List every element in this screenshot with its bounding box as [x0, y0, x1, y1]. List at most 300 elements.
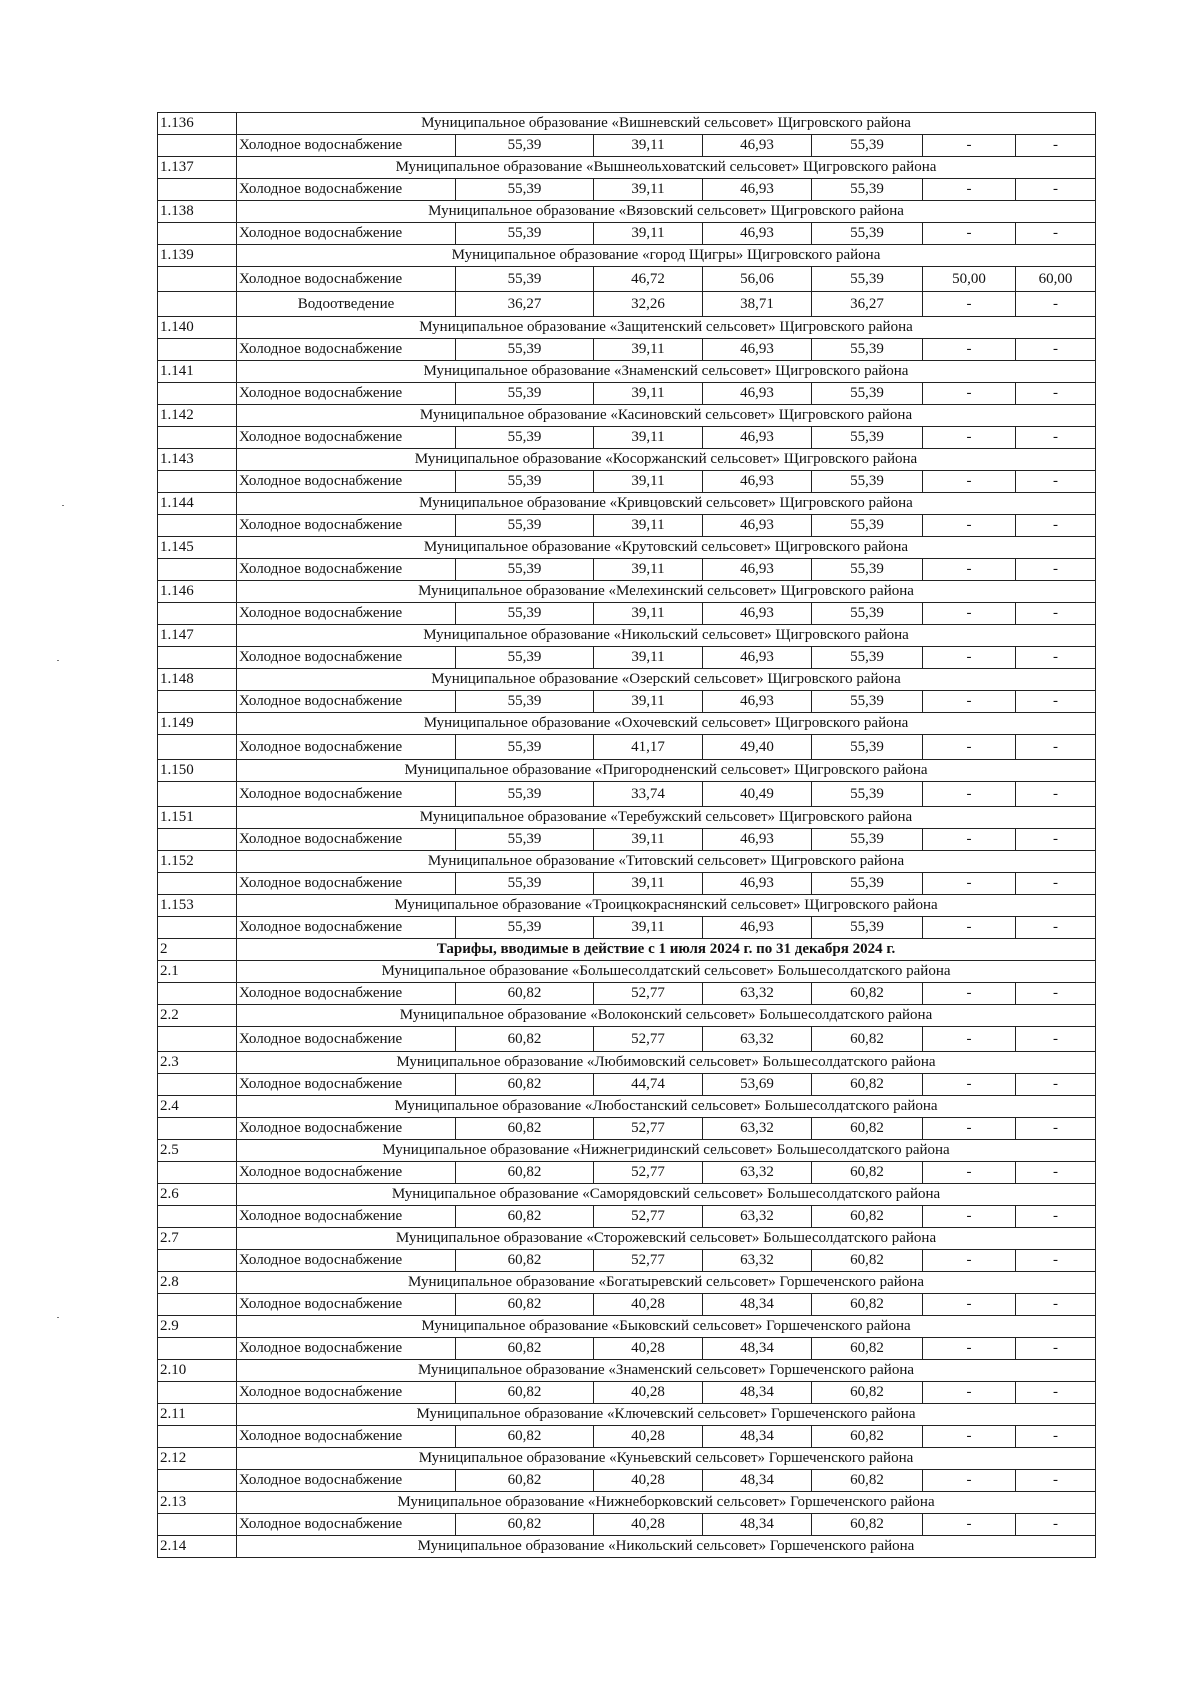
tariff-value-6: -: [1016, 829, 1096, 851]
tariff-value-6: -: [1016, 179, 1096, 201]
tariff-value-4: 55,39: [812, 179, 923, 201]
item-number: 1.138: [158, 201, 237, 223]
service-name: Холодное водоснабжение: [237, 267, 456, 292]
tariff-value-1: 55,39: [456, 603, 594, 625]
tariff-value-3: 46,93: [703, 135, 812, 157]
tariff-value-3: 48,34: [703, 1514, 812, 1536]
block-header-row: [158, 581, 1096, 603]
item-number: 2.1: [158, 961, 237, 983]
tariff-value-6: -: [1016, 383, 1096, 405]
tariff-value-2: 44,74: [594, 1074, 703, 1096]
tariff-value-6: -: [1016, 782, 1096, 807]
item-number: 2.6: [158, 1184, 237, 1206]
tariff-row: [158, 647, 1096, 669]
tariff-value-6: -: [1016, 339, 1096, 361]
item-number: 2.9: [158, 1316, 237, 1338]
service-name: Холодное водоснабжение: [237, 1338, 456, 1360]
service-name: Холодное водоснабжение: [237, 691, 456, 713]
municipality-title: Муниципальное образование «Защитенский сельсовет» Щигровского района: [237, 317, 1096, 339]
block-header-row: [158, 1448, 1096, 1470]
municipality-title: Муниципальное образование «Никольский сельсовет» Щигровского района: [237, 625, 1096, 647]
tariff-value-5: -: [923, 1250, 1016, 1272]
tariff-row: [158, 223, 1096, 245]
municipality-title: Муниципальное образование «Крутовский сельсовет» Щигровского района: [237, 537, 1096, 559]
tariff-value-6: -: [1016, 1118, 1096, 1140]
empty-number-cell: [158, 339, 237, 361]
tariff-value-6: -: [1016, 1294, 1096, 1316]
municipality-title: Муниципальное образование «Сторожевский сельсовет» Большесолдатского района: [237, 1228, 1096, 1250]
empty-number-cell: [158, 1470, 237, 1492]
block-header-row: [158, 939, 1096, 961]
service-name: Холодное водоснабжение: [237, 559, 456, 581]
municipality-title: Муниципальное образование «Волоконский сельсовет» Большесолдатского района: [237, 1005, 1096, 1027]
tariff-value-1: 55,39: [456, 339, 594, 361]
municipality-title: Муниципальное образование «Титовский сельсовет» Щигровского района: [237, 851, 1096, 873]
tariff-value-5: -: [923, 782, 1016, 807]
tariff-value-5: -: [923, 471, 1016, 493]
service-name: Холодное водоснабжение: [237, 647, 456, 669]
tariff-row: [158, 1118, 1096, 1140]
municipality-title: Муниципальное образование «Охочевский сельсовет» Щигровского района: [237, 713, 1096, 735]
tariff-value-5: -: [923, 647, 1016, 669]
tariff-value-1: 55,39: [456, 917, 594, 939]
tariff-value-5: -: [923, 292, 1016, 317]
tariff-value-4: 36,27: [812, 292, 923, 317]
municipality-title: Муниципальное образование «Вязовский сельсовет» Щигровского района: [237, 201, 1096, 223]
item-number: 2.5: [158, 1140, 237, 1162]
tariff-value-4: 55,39: [812, 515, 923, 537]
tariff-value-5: -: [923, 603, 1016, 625]
item-number: 1.153: [158, 895, 237, 917]
tariff-value-1: 60,82: [456, 1294, 594, 1316]
tariff-value-1: 55,39: [456, 179, 594, 201]
tariff-value-2: 52,77: [594, 1118, 703, 1140]
tariff-value-3: 46,93: [703, 647, 812, 669]
empty-number-cell: [158, 1118, 237, 1140]
empty-number-cell: [158, 1426, 237, 1448]
block-header-row: [158, 201, 1096, 223]
block-header-row: [158, 1184, 1096, 1206]
tariff-value-4: 55,39: [812, 383, 923, 405]
item-number: 1.151: [158, 807, 237, 829]
tariff-value-6: -: [1016, 1027, 1096, 1052]
tariff-value-3: 53,69: [703, 1074, 812, 1096]
block-header-row: [158, 1272, 1096, 1294]
block-header-row: [158, 851, 1096, 873]
tariff-value-2: 40,28: [594, 1426, 703, 1448]
item-number: 2.11: [158, 1404, 237, 1426]
service-name: Холодное водоснабжение: [237, 983, 456, 1005]
block-header-row: [158, 1140, 1096, 1162]
block-header-row: [158, 361, 1096, 383]
block-header-row: [158, 625, 1096, 647]
tariff-value-2: 39,11: [594, 339, 703, 361]
tariff-value-5: -: [923, 829, 1016, 851]
empty-number-cell: [158, 1338, 237, 1360]
tariff-value-4: 55,39: [812, 873, 923, 895]
tariff-value-4: 60,82: [812, 1027, 923, 1052]
municipality-title: Муниципальное образование «Вишневский сельсовет» Щигровского района: [237, 113, 1096, 135]
tariff-value-3: 56,06: [703, 267, 812, 292]
tariff-value-2: 52,77: [594, 983, 703, 1005]
item-number: 2.12: [158, 1448, 237, 1470]
tariff-value-3: 63,32: [703, 1027, 812, 1052]
tariff-value-1: 60,82: [456, 1027, 594, 1052]
service-name: Холодное водоснабжение: [237, 515, 456, 537]
municipality-title: Муниципальное образование «Любимовский сельсовет» Большесолдатского района: [237, 1052, 1096, 1074]
tariff-value-5: -: [923, 559, 1016, 581]
tariff-value-3: 40,49: [703, 782, 812, 807]
empty-number-cell: [158, 267, 237, 292]
tariff-value-6: -: [1016, 427, 1096, 449]
tariff-value-2: 39,11: [594, 917, 703, 939]
tariff-row: [158, 983, 1096, 1005]
empty-number-cell: [158, 1206, 237, 1228]
municipality-title: Муниципальное образование «Любостанский сельсовет» Большесолдатского района: [237, 1096, 1096, 1118]
tariff-value-1: 55,39: [456, 135, 594, 157]
tariff-value-6: -: [1016, 1162, 1096, 1184]
tariff-value-2: 40,28: [594, 1294, 703, 1316]
block-header-row: [158, 1536, 1096, 1558]
tariff-value-2: 39,11: [594, 135, 703, 157]
service-name: Холодное водоснабжение: [237, 735, 456, 760]
block-header-row: [158, 1404, 1096, 1426]
service-name: Холодное водоснабжение: [237, 471, 456, 493]
tariff-value-4: 55,39: [812, 223, 923, 245]
item-number: 1.141: [158, 361, 237, 383]
block-header-row: [158, 1492, 1096, 1514]
tariff-value-2: 32,26: [594, 292, 703, 317]
service-name: Холодное водоснабжение: [237, 1074, 456, 1096]
tariff-value-1: 55,39: [456, 559, 594, 581]
tariff-value-4: 60,82: [812, 983, 923, 1005]
tariff-row: [158, 292, 1096, 317]
tariff-value-4: 55,39: [812, 735, 923, 760]
tariff-value-5: -: [923, 1294, 1016, 1316]
tariff-row: [158, 1206, 1096, 1228]
service-name: Холодное водоснабжение: [237, 1250, 456, 1272]
municipality-title: Муниципальное образование «Саморядовский сельсовет» Большесолдатского района: [237, 1184, 1096, 1206]
tariff-value-3: 46,93: [703, 179, 812, 201]
tariff-value-1: 60,82: [456, 1470, 594, 1492]
tariff-value-4: 55,39: [812, 471, 923, 493]
tariff-row: [158, 471, 1096, 493]
block-header-row: [158, 713, 1096, 735]
tariff-value-6: -: [1016, 1338, 1096, 1360]
tariff-row: [158, 1074, 1096, 1096]
block-header-row: [158, 669, 1096, 691]
tariff-value-3: 46,93: [703, 223, 812, 245]
service-name: Холодное водоснабжение: [237, 1514, 456, 1536]
tariff-value-1: 55,39: [456, 829, 594, 851]
tariff-value-1: 60,82: [456, 1074, 594, 1096]
tariff-value-6: -: [1016, 471, 1096, 493]
tariff-row: [158, 691, 1096, 713]
tariff-row: [158, 917, 1096, 939]
item-number: 2.10: [158, 1360, 237, 1382]
item-number: 2.7: [158, 1228, 237, 1250]
block-header-row: [158, 493, 1096, 515]
service-name: Холодное водоснабжение: [237, 1027, 456, 1052]
municipality-title: Муниципальное образование «Никольский сельсовет» Горшеченского района: [237, 1536, 1096, 1558]
tariff-value-4: 60,82: [812, 1206, 923, 1228]
tariff-value-4: 55,39: [812, 917, 923, 939]
service-name: Холодное водоснабжение: [237, 829, 456, 851]
tariff-table-body: [158, 113, 1096, 1558]
service-name: Холодное водоснабжение: [237, 1294, 456, 1316]
service-name: Холодное водоснабжение: [237, 782, 456, 807]
tariff-value-1: 55,39: [456, 647, 594, 669]
tariff-row: [158, 603, 1096, 625]
tariff-row: [158, 559, 1096, 581]
item-number: 1.136: [158, 113, 237, 135]
tariff-value-6: -: [1016, 917, 1096, 939]
tariff-value-2: 39,11: [594, 691, 703, 713]
tariff-value-5: -: [923, 1162, 1016, 1184]
municipality-title: Муниципальное образование «Знаменский сельсовет» Щигровского района: [237, 361, 1096, 383]
tariff-value-5: -: [923, 691, 1016, 713]
tariff-value-6: -: [1016, 1206, 1096, 1228]
tariff-value-5: -: [923, 383, 1016, 405]
tariff-value-6: -: [1016, 1074, 1096, 1096]
tariff-value-5: -: [923, 427, 1016, 449]
item-number: 1.137: [158, 157, 237, 179]
tariff-row: [158, 135, 1096, 157]
tariff-value-4: 55,39: [812, 782, 923, 807]
empty-number-cell: [158, 559, 237, 581]
item-number: 2: [158, 939, 237, 961]
empty-number-cell: [158, 427, 237, 449]
tariff-table: [157, 112, 1096, 1558]
tariff-row: [158, 1027, 1096, 1052]
tariff-value-3: 46,93: [703, 603, 812, 625]
tariff-value-5: -: [923, 917, 1016, 939]
empty-number-cell: [158, 873, 237, 895]
tariff-value-4: 55,39: [812, 267, 923, 292]
tariff-value-6: -: [1016, 1426, 1096, 1448]
tariff-value-4: 55,39: [812, 427, 923, 449]
item-number: 1.150: [158, 760, 237, 782]
tariff-value-2: 39,11: [594, 829, 703, 851]
service-name: Холодное водоснабжение: [237, 135, 456, 157]
service-name: Холодное водоснабжение: [237, 917, 456, 939]
tariff-value-6: -: [1016, 691, 1096, 713]
tariff-value-1: 55,39: [456, 515, 594, 537]
municipality-title: Муниципальное образование «Кривцовский сельсовет» Щигровского района: [237, 493, 1096, 515]
municipality-title: Муниципальное образование «Теребужский сельсовет» Щигровского района: [237, 807, 1096, 829]
tariff-value-4: 55,39: [812, 691, 923, 713]
item-number: 1.147: [158, 625, 237, 647]
municipality-title: Муниципальное образование «город Щигры» Щигровского района: [237, 245, 1096, 267]
service-name: Холодное водоснабжение: [237, 1470, 456, 1492]
tariff-value-1: 55,39: [456, 223, 594, 245]
service-name: Холодное водоснабжение: [237, 1118, 456, 1140]
tariff-value-5: -: [923, 1074, 1016, 1096]
empty-number-cell: [158, 135, 237, 157]
municipality-title: Муниципальное образование «Большесолдатский сельсовет» Большесолдатского района: [237, 961, 1096, 983]
tariff-value-4: 55,39: [812, 647, 923, 669]
tariff-value-4: 60,82: [812, 1514, 923, 1536]
tariff-value-1: 55,39: [456, 383, 594, 405]
empty-number-cell: [158, 292, 237, 317]
tariff-value-2: 39,11: [594, 179, 703, 201]
tariff-value-1: 60,82: [456, 1514, 594, 1536]
block-header-row: [158, 1316, 1096, 1338]
tariff-value-1: 36,27: [456, 292, 594, 317]
block-header-row: [158, 1005, 1096, 1027]
tariff-value-6: -: [1016, 1250, 1096, 1272]
tariff-value-1: 60,82: [456, 1426, 594, 1448]
item-number: 1.142: [158, 405, 237, 427]
tariff-value-1: 60,82: [456, 1206, 594, 1228]
tariff-value-2: 41,17: [594, 735, 703, 760]
municipality-title: Муниципальное образование «Касиновский сельсовет» Щигровского района: [237, 405, 1096, 427]
tariff-value-1: 60,82: [456, 1382, 594, 1404]
tariff-value-5: -: [923, 983, 1016, 1005]
item-number: 1.148: [158, 669, 237, 691]
empty-number-cell: [158, 1027, 237, 1052]
block-header-row: [158, 405, 1096, 427]
empty-number-cell: [158, 917, 237, 939]
block-header-row: [158, 961, 1096, 983]
tariff-value-3: 49,40: [703, 735, 812, 760]
tariff-value-4: 55,39: [812, 603, 923, 625]
empty-number-cell: [158, 1514, 237, 1536]
tariff-value-3: 46,93: [703, 829, 812, 851]
tariff-value-2: 39,11: [594, 471, 703, 493]
tariff-value-1: 60,82: [456, 1338, 594, 1360]
tariff-value-2: 46,72: [594, 267, 703, 292]
section-heading: Тарифы, вводимые в действие с 1 июля 2024 г. по 31 декабря 2024 г.: [237, 939, 1096, 961]
tariff-row: [158, 267, 1096, 292]
tariff-value-6: -: [1016, 223, 1096, 245]
service-name: Холодное водоснабжение: [237, 1426, 456, 1448]
tariff-value-4: 55,39: [812, 339, 923, 361]
service-name: Холодное водоснабжение: [237, 873, 456, 895]
empty-number-cell: [158, 515, 237, 537]
tariff-value-4: 60,82: [812, 1338, 923, 1360]
scan-speck: [57, 1317, 59, 1318]
tariff-value-4: 55,39: [812, 559, 923, 581]
tariff-row: [158, 383, 1096, 405]
municipality-title: Муниципальное образование «Нижнеборковский сельсовет» Горшеченского района: [237, 1492, 1096, 1514]
tariff-value-3: 63,32: [703, 983, 812, 1005]
tariff-value-6: -: [1016, 735, 1096, 760]
tariff-row: [158, 735, 1096, 760]
tariff-row: [158, 515, 1096, 537]
tariff-value-3: 63,32: [703, 1250, 812, 1272]
municipality-title: Муниципальное образование «Мелехинский сельсовет» Щигровского района: [237, 581, 1096, 603]
service-name: Холодное водоснабжение: [237, 1162, 456, 1184]
tariff-value-4: 60,82: [812, 1250, 923, 1272]
tariff-row: [158, 339, 1096, 361]
tariff-value-6: -: [1016, 873, 1096, 895]
tariff-value-3: 48,34: [703, 1470, 812, 1492]
tariff-value-5: -: [923, 1027, 1016, 1052]
tariff-value-4: 60,82: [812, 1118, 923, 1140]
tariff-value-6: -: [1016, 1514, 1096, 1536]
tariff-value-3: 46,93: [703, 383, 812, 405]
tariff-value-6: -: [1016, 1470, 1096, 1492]
empty-number-cell: [158, 223, 237, 245]
tariff-value-5: -: [923, 135, 1016, 157]
service-name: Холодное водоснабжение: [237, 179, 456, 201]
service-name: Холодное водоснабжение: [237, 603, 456, 625]
service-name: Холодное водоснабжение: [237, 223, 456, 245]
tariff-row: [158, 1514, 1096, 1536]
tariff-value-2: 39,11: [594, 873, 703, 895]
tariff-value-1: 55,39: [456, 735, 594, 760]
tariff-value-2: 40,28: [594, 1470, 703, 1492]
scan-speck: [62, 505, 64, 506]
block-header-row: [158, 537, 1096, 559]
tariff-value-3: 46,93: [703, 873, 812, 895]
tariff-value-3: 46,93: [703, 515, 812, 537]
empty-number-cell: [158, 983, 237, 1005]
tariff-row: [158, 1382, 1096, 1404]
municipality-title: Муниципальное образование «Знаменский сельсовет» Горшеченского района: [237, 1360, 1096, 1382]
service-name: Холодное водоснабжение: [237, 339, 456, 361]
tariff-value-3: 46,93: [703, 691, 812, 713]
service-name: Холодное водоснабжение: [237, 427, 456, 449]
block-header-row: [158, 807, 1096, 829]
item-number: 1.139: [158, 245, 237, 267]
tariff-value-3: 48,34: [703, 1294, 812, 1316]
block-header-row: [158, 895, 1096, 917]
tariff-row: [158, 179, 1096, 201]
municipality-title: Муниципальное образование «Нижнегридинский сельсовет» Большесолдатского района: [237, 1140, 1096, 1162]
block-header-row: [158, 760, 1096, 782]
municipality-title: Муниципальное образование «Косоржанский сельсовет» Щигровского района: [237, 449, 1096, 471]
municipality-title: Муниципальное образование «Озерский сельсовет» Щигровского района: [237, 669, 1096, 691]
tariff-value-2: 52,77: [594, 1162, 703, 1184]
tariff-value-5: 50,00: [923, 267, 1016, 292]
block-header-row: [158, 1096, 1096, 1118]
tariff-value-2: 40,28: [594, 1382, 703, 1404]
tariff-row: [158, 1338, 1096, 1360]
tariff-value-6: -: [1016, 135, 1096, 157]
tariff-value-5: -: [923, 1206, 1016, 1228]
tariff-row: [158, 1426, 1096, 1448]
tariff-row: [158, 1162, 1096, 1184]
empty-number-cell: [158, 1250, 237, 1272]
tariff-value-6: -: [1016, 515, 1096, 537]
tariff-value-3: 46,93: [703, 427, 812, 449]
tariff-value-5: -: [923, 1382, 1016, 1404]
tariff-value-3: 38,71: [703, 292, 812, 317]
block-header-row: [158, 113, 1096, 135]
empty-number-cell: [158, 1294, 237, 1316]
tariff-value-2: 39,11: [594, 515, 703, 537]
tariff-value-4: 55,39: [812, 135, 923, 157]
tariff-value-2: 52,77: [594, 1206, 703, 1228]
tariff-value-2: 39,11: [594, 559, 703, 581]
empty-number-cell: [158, 691, 237, 713]
tariff-value-1: 55,39: [456, 267, 594, 292]
tariff-value-5: -: [923, 873, 1016, 895]
tariff-value-2: 39,11: [594, 603, 703, 625]
tariff-value-2: 39,11: [594, 223, 703, 245]
tariff-value-5: -: [923, 339, 1016, 361]
block-header-row: [158, 317, 1096, 339]
municipality-title: Муниципальное образование «Быковский сельсовет» Горшеченского района: [237, 1316, 1096, 1338]
item-number: 2.13: [158, 1492, 237, 1514]
tariff-row: [158, 1470, 1096, 1492]
tariff-value-1: 60,82: [456, 983, 594, 1005]
tariff-value-4: 60,82: [812, 1382, 923, 1404]
tariff-value-5: -: [923, 1426, 1016, 1448]
empty-number-cell: [158, 471, 237, 493]
